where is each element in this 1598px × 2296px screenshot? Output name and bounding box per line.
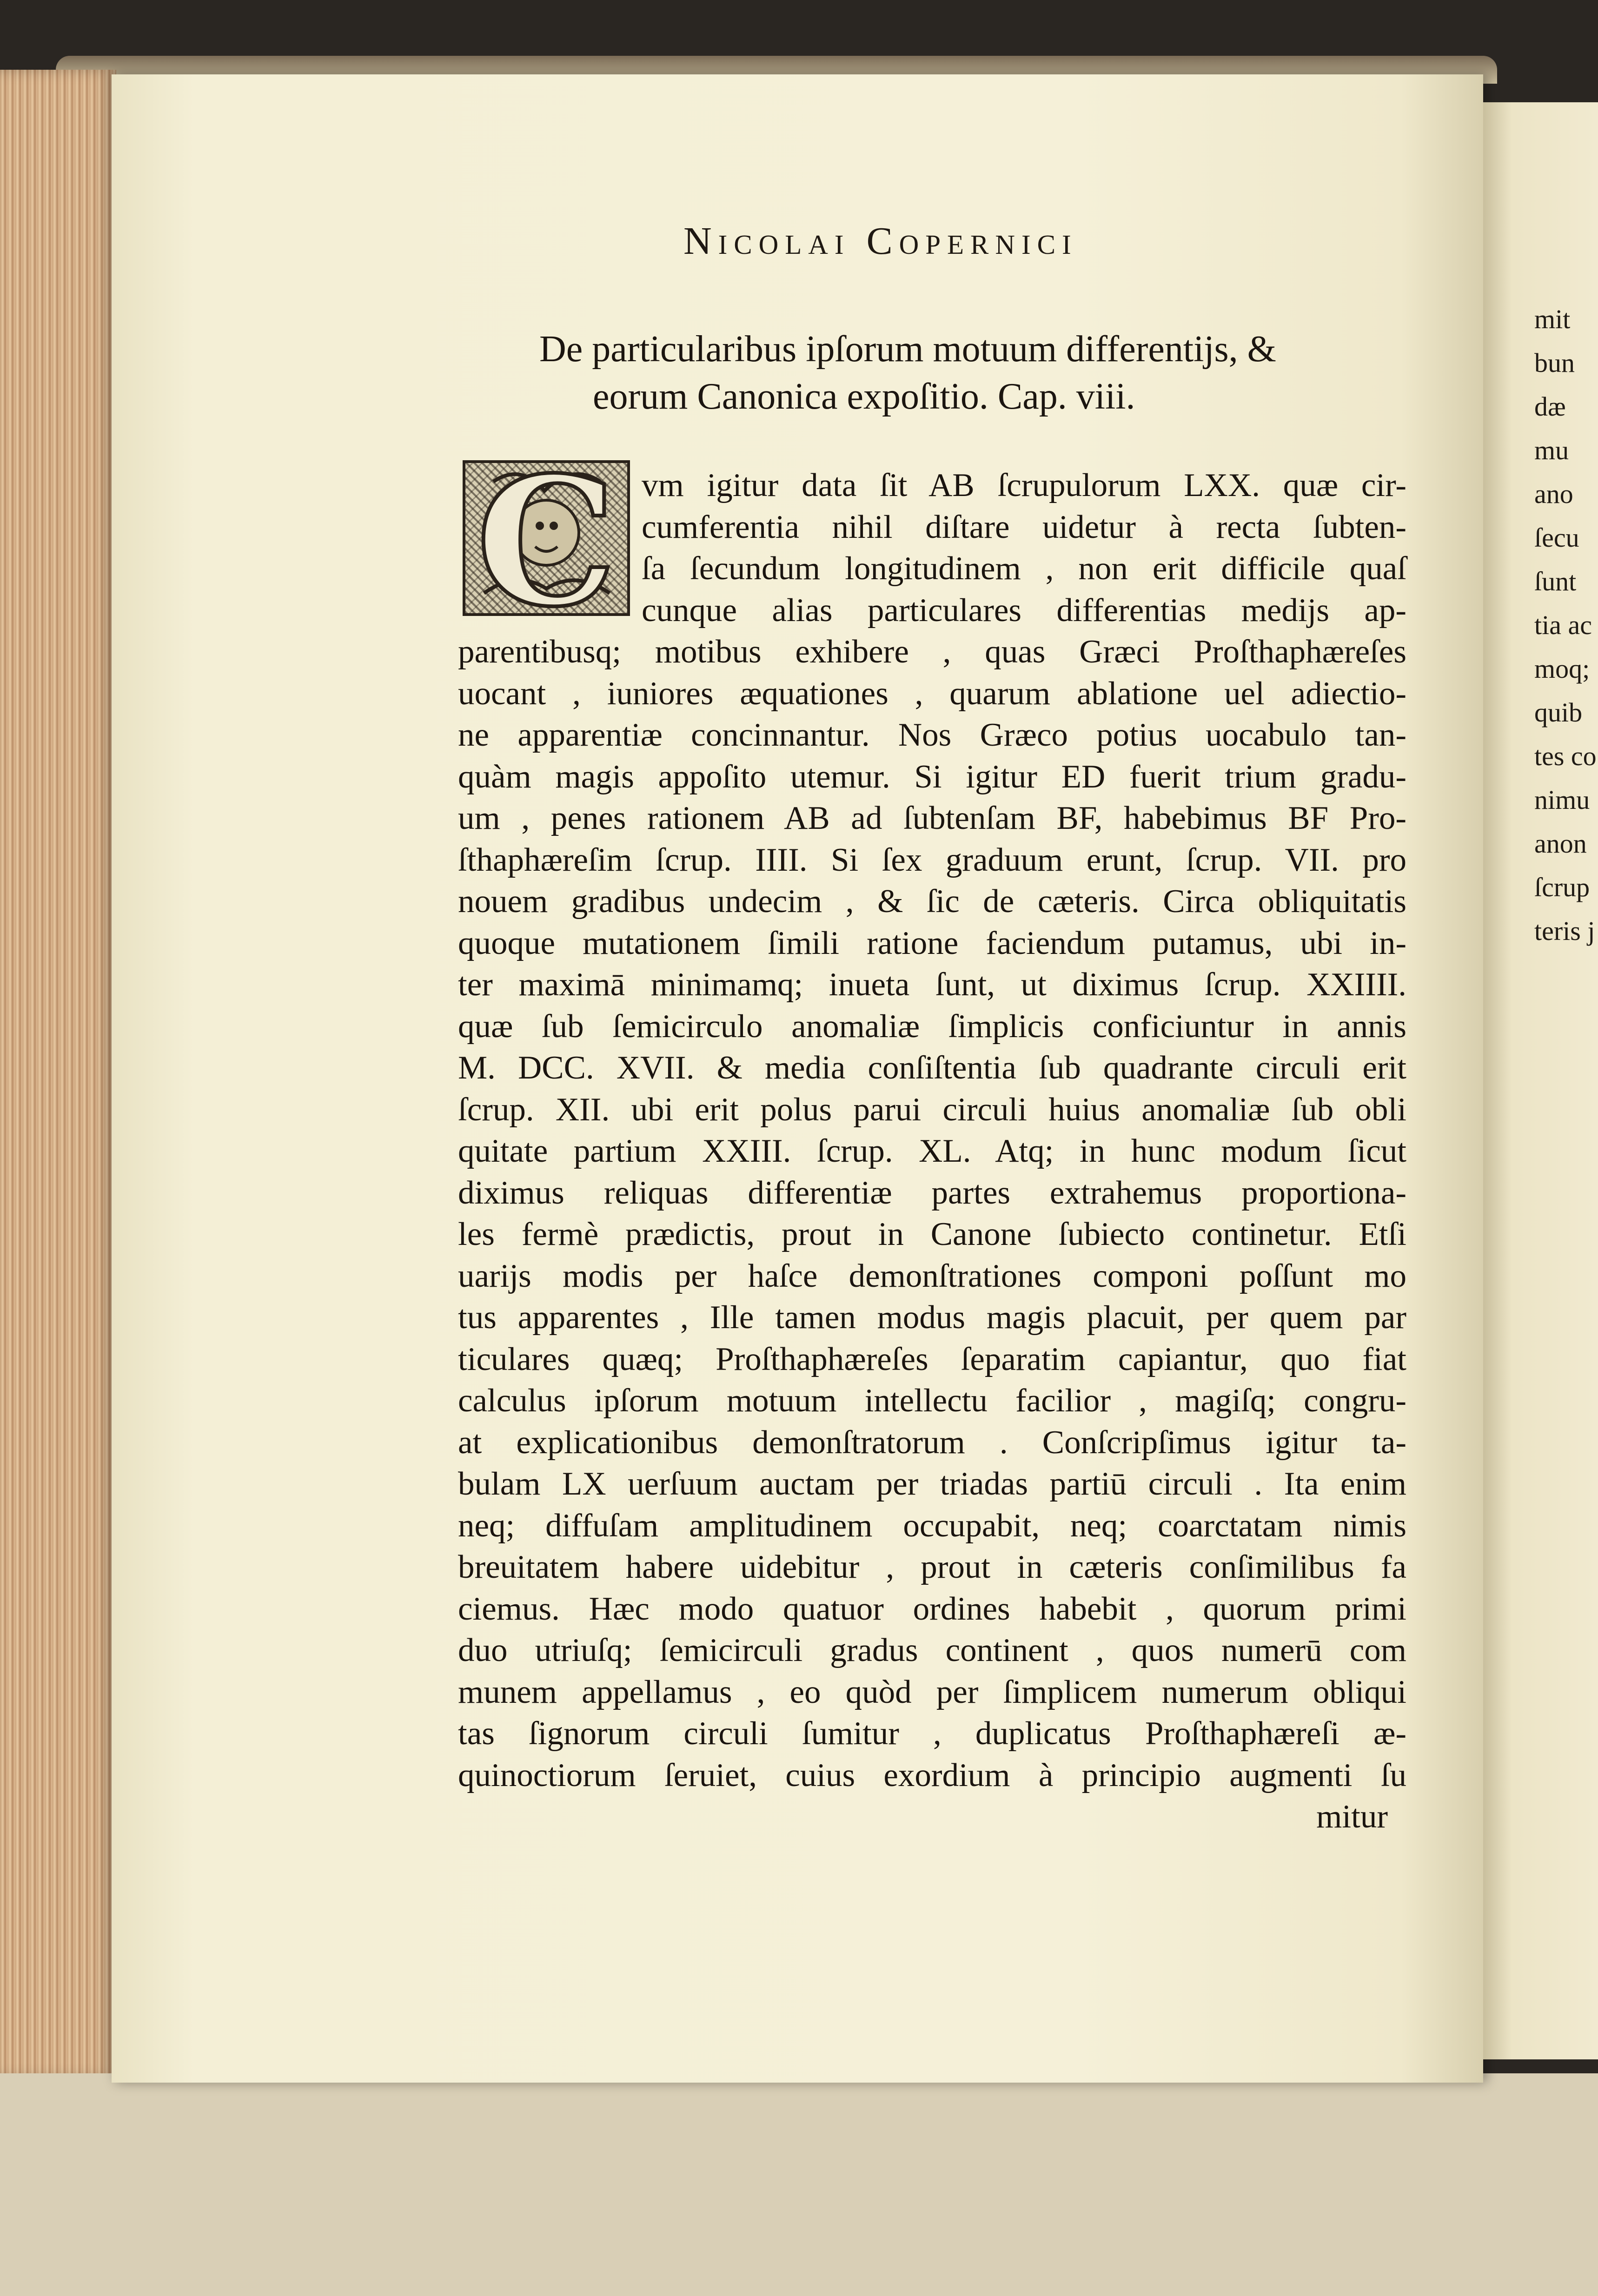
text-line: vm igitur data ſit AB ſcrupulorum LXX. quæ cir- (642, 467, 1406, 503)
text-line: um , penes rationem AB ad ſubtenſam BF, habebimus BF Pro- (458, 800, 1406, 836)
text-line: uocant , iuniores æquationes , quarum ablatione uel adiectio- (458, 675, 1406, 712)
text-line: cumferentia nihil diſtare uidetur à recta ſubten- (642, 509, 1406, 545)
text-line: neq; diffuſam amplitudinem occupabit, neq; coarctatam nimis (458, 1507, 1406, 1544)
facing-text-fragment: ſcrup (1534, 872, 1590, 902)
facing-text-fragment: bun (1534, 348, 1575, 378)
facing-text-fragment: mit (1534, 304, 1571, 334)
text-line: ticulares quæq; Proſthaphæreſes ſeparatim capiantur, quo fiat (458, 1341, 1406, 1377)
text-line: M. DCC. XVII. & media conſiſtentia ſub quadrante circuli erit (458, 1050, 1406, 1086)
initial-letter: C (476, 460, 617, 616)
text-line: quàm magis appoſito utemur. Si igitur ED fuerit trium gradu- (458, 758, 1406, 795)
facing-text-fragment: tes co (1534, 741, 1597, 771)
facing-text-fragment: dæ (1534, 391, 1566, 422)
text-line: cunque alias particulares differentias medijs ap- (642, 592, 1406, 629)
text-line: calculus ipſorum motuum intellectu facilior , magiſq; congru- (458, 1383, 1406, 1419)
text-line: uarijs modis per haſce demonſtrationes componi poſſunt mo (458, 1257, 1406, 1294)
facing-page-text (1534, 298, 1598, 953)
catchword: mitur (1316, 1799, 1388, 1835)
facing-text-fragment: nimu (1534, 785, 1590, 815)
text-line: munem appellamus , eo quòd per ſimplicem numerum obliqui (458, 1674, 1406, 1710)
facing-text-fragment: teris j (1534, 916, 1595, 946)
page-stack-edge (0, 70, 116, 2078)
text-line: les fermè prædictis, prout in Canone ſubiecto continetur. Etſi (458, 1216, 1406, 1252)
text-line: diximus reliquas differentiæ partes extrahemus proportiona- (458, 1174, 1406, 1211)
text-line: at explicationibus demonſtratorum . Conſcripſimus igitur ta- (458, 1424, 1406, 1461)
text-line: ſthaphæreſim ſcrup. IIII. Si ſex graduum erunt, ſcrup. VII. pro (458, 841, 1406, 878)
facing-text-fragment: quib (1534, 697, 1583, 728)
facing-text-fragment: mu (1534, 435, 1569, 465)
text-line: parentibusq; motibus exhibere , quas Græci Proſthaphæreſes (458, 634, 1406, 670)
text-line: nouem gradibus undecim , & ſic de cæteris. Circa obliquitatis (458, 883, 1406, 920)
text-line: ſa ſecundum longitudinem , non erit difficile quaſ (642, 550, 1406, 587)
body-text (458, 465, 1406, 1838)
text-line: ne apparentiæ concinnantur. Nos Græco potius uocabulo tan- (458, 717, 1406, 753)
text-line: tus apparentes , Ille tamen modus magis placuit, per quem par (458, 1299, 1406, 1336)
text-line: quæ ſub ſemicirculo anomaliæ ſimplicis conficiuntur in annis (458, 1008, 1406, 1045)
text-line: bulam LX uerſuum auctam per triadas partiū circuli . Ita enim (458, 1466, 1406, 1502)
text-line: breuitatem habere uidebitur , prout in cæteris conſimilibus fa (458, 1549, 1406, 1585)
facing-text-fragment: tia ac (1534, 610, 1592, 640)
facing-text-fragment: moq; (1534, 654, 1590, 684)
chapter-title-line-2: eorum Canonica expoſitio. Cap. viii. (593, 376, 1135, 417)
text-line: duo utriuſq; ſemicirculi gradus continent , quos numerū com (458, 1632, 1406, 1668)
facing-text-fragment: ano (1534, 479, 1573, 509)
facing-text-fragment: ſunt (1534, 566, 1577, 596)
book-bottom-edge (0, 2073, 1598, 2296)
facing-text-fragment: anon (1534, 828, 1587, 859)
text-line: quinoctiorum ſeruiet, cuius exordium à principio augmenti ſu (458, 1757, 1406, 1793)
running-header: Nicolai Copernici (683, 219, 1078, 263)
facing-text-fragment: ſecu (1534, 523, 1579, 553)
chapter-title (539, 325, 1376, 420)
text-line: quitate partium XXIII. ſcrup. XL. Atq; in hunc modum ſicut (458, 1133, 1406, 1169)
text-line: quoque mutationem ſimili ratione faciendum putamus, ubi in- (458, 925, 1406, 961)
text-line: tas ſignorum circuli ſumitur , duplicatus Proſthaphæreſi æ- (458, 1715, 1406, 1752)
text-line: ſcrup. XII. ubi erit polus parui circuli huius anomaliæ ſub obli (458, 1091, 1406, 1128)
text-line: ter maximā minimamq; inueta ſunt, ut diximus ſcrup. XXIIII. (458, 966, 1406, 1003)
chapter-title-line-1: De particularibus ipſorum motuum differentijs, & (539, 329, 1276, 370)
text-line: ciemus. Hæc modo quatuor ordines habebit , quorum primi (458, 1590, 1406, 1627)
